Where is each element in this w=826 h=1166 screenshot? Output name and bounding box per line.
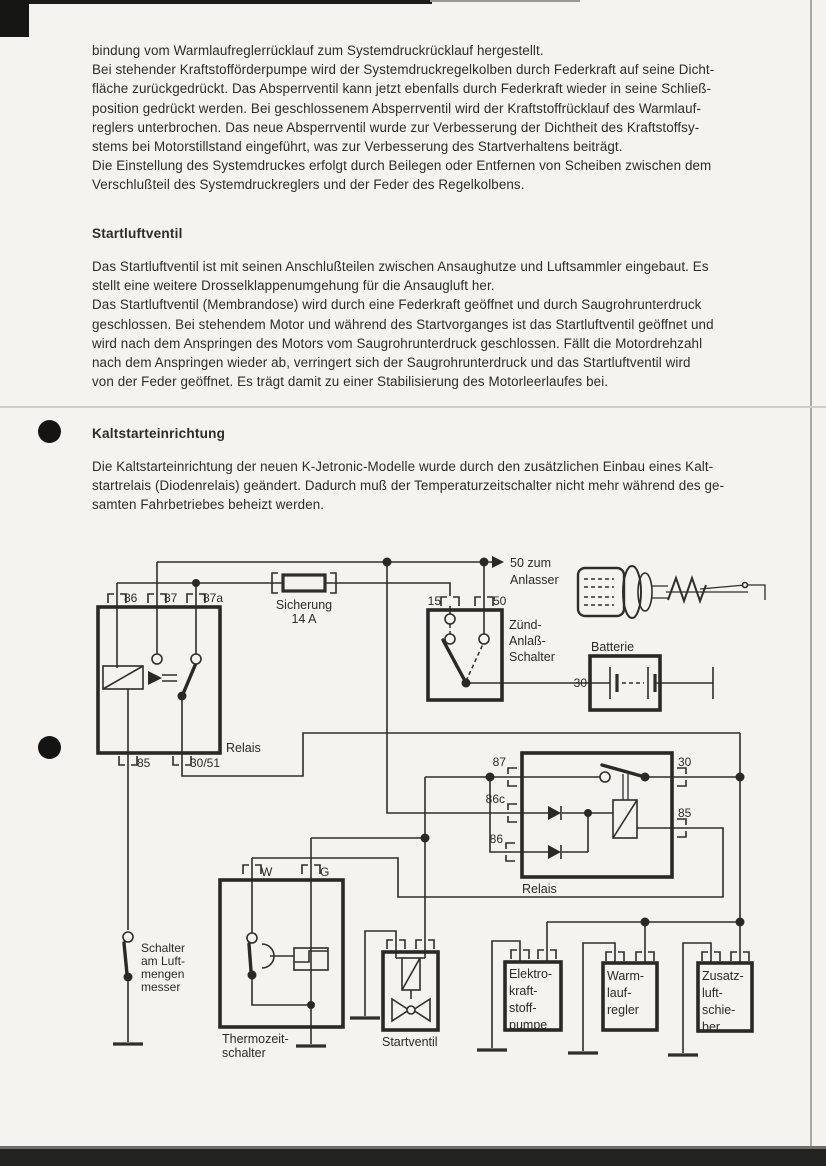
text-line: stellt eine weitere Drosselklappenumgehung für die Ansaugluft her. (92, 278, 495, 294)
zusatz-label-line2: luft- (702, 986, 723, 1000)
text-line: Das Startluftventil ist mit seinen Anschlußteilen zwischen Ansaughutze und Luftsammler eingebaut. Es (92, 259, 709, 274)
terminal-label-86: 86 (124, 591, 138, 605)
text-line: Die Kaltstarteinrichtung der neuen K-Jetronic-Modelle wurde durch den zusätzlichen Einbau eines Kalt- (92, 459, 714, 474)
text-line: von der Feder geöffnet. Es trägt damit zu einer Stabilisierung des Motorleerlaufes bei. (92, 374, 609, 390)
zusatz-label-line1: Zusatz- (702, 969, 744, 983)
diode-icon (548, 806, 561, 820)
text-line: geschlossen. Bei stehendem Motor und während des Startvorganges ist das Startluftventil geöffnet und (92, 316, 714, 332)
text-line: fläche zurückgedrückt. Das Absperrventil kann jetzt ebenfalls durch Federkraft wieder in seine Schließ- (92, 81, 712, 97)
pump-label-line3: stoff- (509, 1001, 537, 1015)
relay2-label: Relais (522, 882, 557, 896)
terminal-label-85: 85 (137, 756, 151, 770)
lmm-label-line2: am Luft- (141, 954, 186, 968)
fuse-label: Sicherung (275, 598, 333, 612)
lmm-label-line3: mengen (141, 967, 185, 981)
text-line: Bei stehender Kraftstofförderpumpe wird der Systemdruckregelkolben durch Federkraft auf seine Dicht- (92, 62, 715, 78)
text-line: nach dem Anspringen wieder ab, verringert sich der Saugrohrunterdruck und das Startluftventil wird (92, 355, 691, 371)
warmlauf-label-line3: regler (607, 1003, 639, 1017)
ignition-lock-illustration (578, 566, 765, 618)
thermo-label-line1: Thermozeit- (222, 1032, 289, 1046)
text-line: reglers unterbrochen. Das neue Absperrventil wurde zur Verbesserung der Dichtheit des Kraftstoffsy- (92, 119, 700, 135)
terminal-label-G: G (320, 865, 330, 879)
arrow-right-icon (492, 556, 504, 568)
text-line: Das Startluftventil (Membrandose) wird durch eine Federkraft geöffnet und durch Saugrohrunterdruck (92, 297, 702, 313)
ignition-label-line2: Anlaß- (509, 634, 546, 648)
text-line: wird nach dem Anspringen des Motors vom Saugrohrunterdruck geschlossen. Fällt die Motordrehzahl (92, 335, 703, 351)
starter-label-line1: 50 zum (510, 556, 551, 570)
fuse-symbol (283, 575, 325, 591)
text-line: startrelais (Diodenrelais) geändert. Dadurch muß der Temperaturzeitschalter nicht mehr während des ge- (92, 478, 725, 494)
pump-label-line4: pumpe (509, 1018, 548, 1032)
terminal-label-W: W (261, 865, 273, 879)
text-line: position gedrückt werden. Bei geschlossenem Absperrventil wird der Kraftstoffrücklauf des Warmlauf- (92, 100, 702, 116)
section-heading-kaltstarteinrichtung: Kaltstarteinrichtung (92, 426, 226, 441)
lmm-blade (124, 943, 127, 974)
text-line: Die Einstellung des Systemdruckes erfolgt durch Beilegen oder Entfernen von Scheiben zwischen dem (92, 158, 712, 174)
fuse-rating: 14 A (291, 612, 317, 626)
terminal-label-r2-85: 85 (678, 806, 692, 820)
thermo-blade (249, 944, 251, 971)
starter-label-line2: Anlasser (510, 573, 559, 587)
terminal-label-30: 30 (573, 676, 587, 690)
ignition-label-line3: Schalter (509, 650, 555, 664)
terminal-label-87a: 87a (203, 591, 224, 605)
warmlauf-label-line1: Warm- (607, 969, 645, 983)
battery-label: Batterie (591, 640, 635, 654)
text-line: stems bei Motorstillstand eingeführt, was zur Verbesserung des Startverhaltens beiträgt. (92, 139, 623, 155)
terminal-label-r2-30: 30 (678, 755, 692, 769)
relay2-internals (548, 765, 645, 859)
terminal-label-r2-87: 87 (492, 755, 506, 769)
zusatz-label-line3: schie- (702, 1003, 736, 1017)
relay-arrow-icon (148, 671, 162, 685)
terminal-label-r2-86: 86 (489, 832, 503, 846)
thermo-label-line2: schalter (222, 1046, 266, 1060)
startventil-internals (392, 958, 430, 1021)
ignition-label-line1: Zünd- (509, 618, 542, 632)
terminal-label-50: 50 (493, 594, 507, 608)
pump-label-line1: Elektro- (509, 967, 553, 981)
text-line: bindung vom Warmlaufreglerrücklauf zum Systemdruckrücklauf hergestellt. (92, 43, 544, 58)
warmlauf-label-line2: lauf- (607, 986, 632, 1000)
text-line: Verschlußteil des Systemdruckreglers und der Feder des Regelkolbens. (92, 177, 525, 193)
lmm-label-line4: messer (141, 980, 181, 994)
startventil-label: Startventil (382, 1035, 438, 1049)
zusatz-label-line4: ber (702, 1020, 721, 1034)
terminal-label-15: 15 (427, 594, 441, 608)
terminal-label-3051: 30/51 (190, 756, 221, 770)
lmm-label-line1: Schalter (141, 941, 186, 955)
diode-icon (548, 845, 561, 859)
text-line: samten Fahrbetriebes beheizt werden. (92, 497, 325, 513)
terminal-label-r2-86c: 86c (485, 792, 505, 806)
terminal-label-87: 87 (164, 591, 178, 605)
ignition-blade (443, 640, 465, 681)
relay2-box (522, 753, 672, 877)
section-heading-startluftventil: Startluftventil (92, 226, 183, 241)
pump-label-line2: kraft- (509, 984, 538, 998)
relay1-label: Relais (226, 741, 261, 755)
